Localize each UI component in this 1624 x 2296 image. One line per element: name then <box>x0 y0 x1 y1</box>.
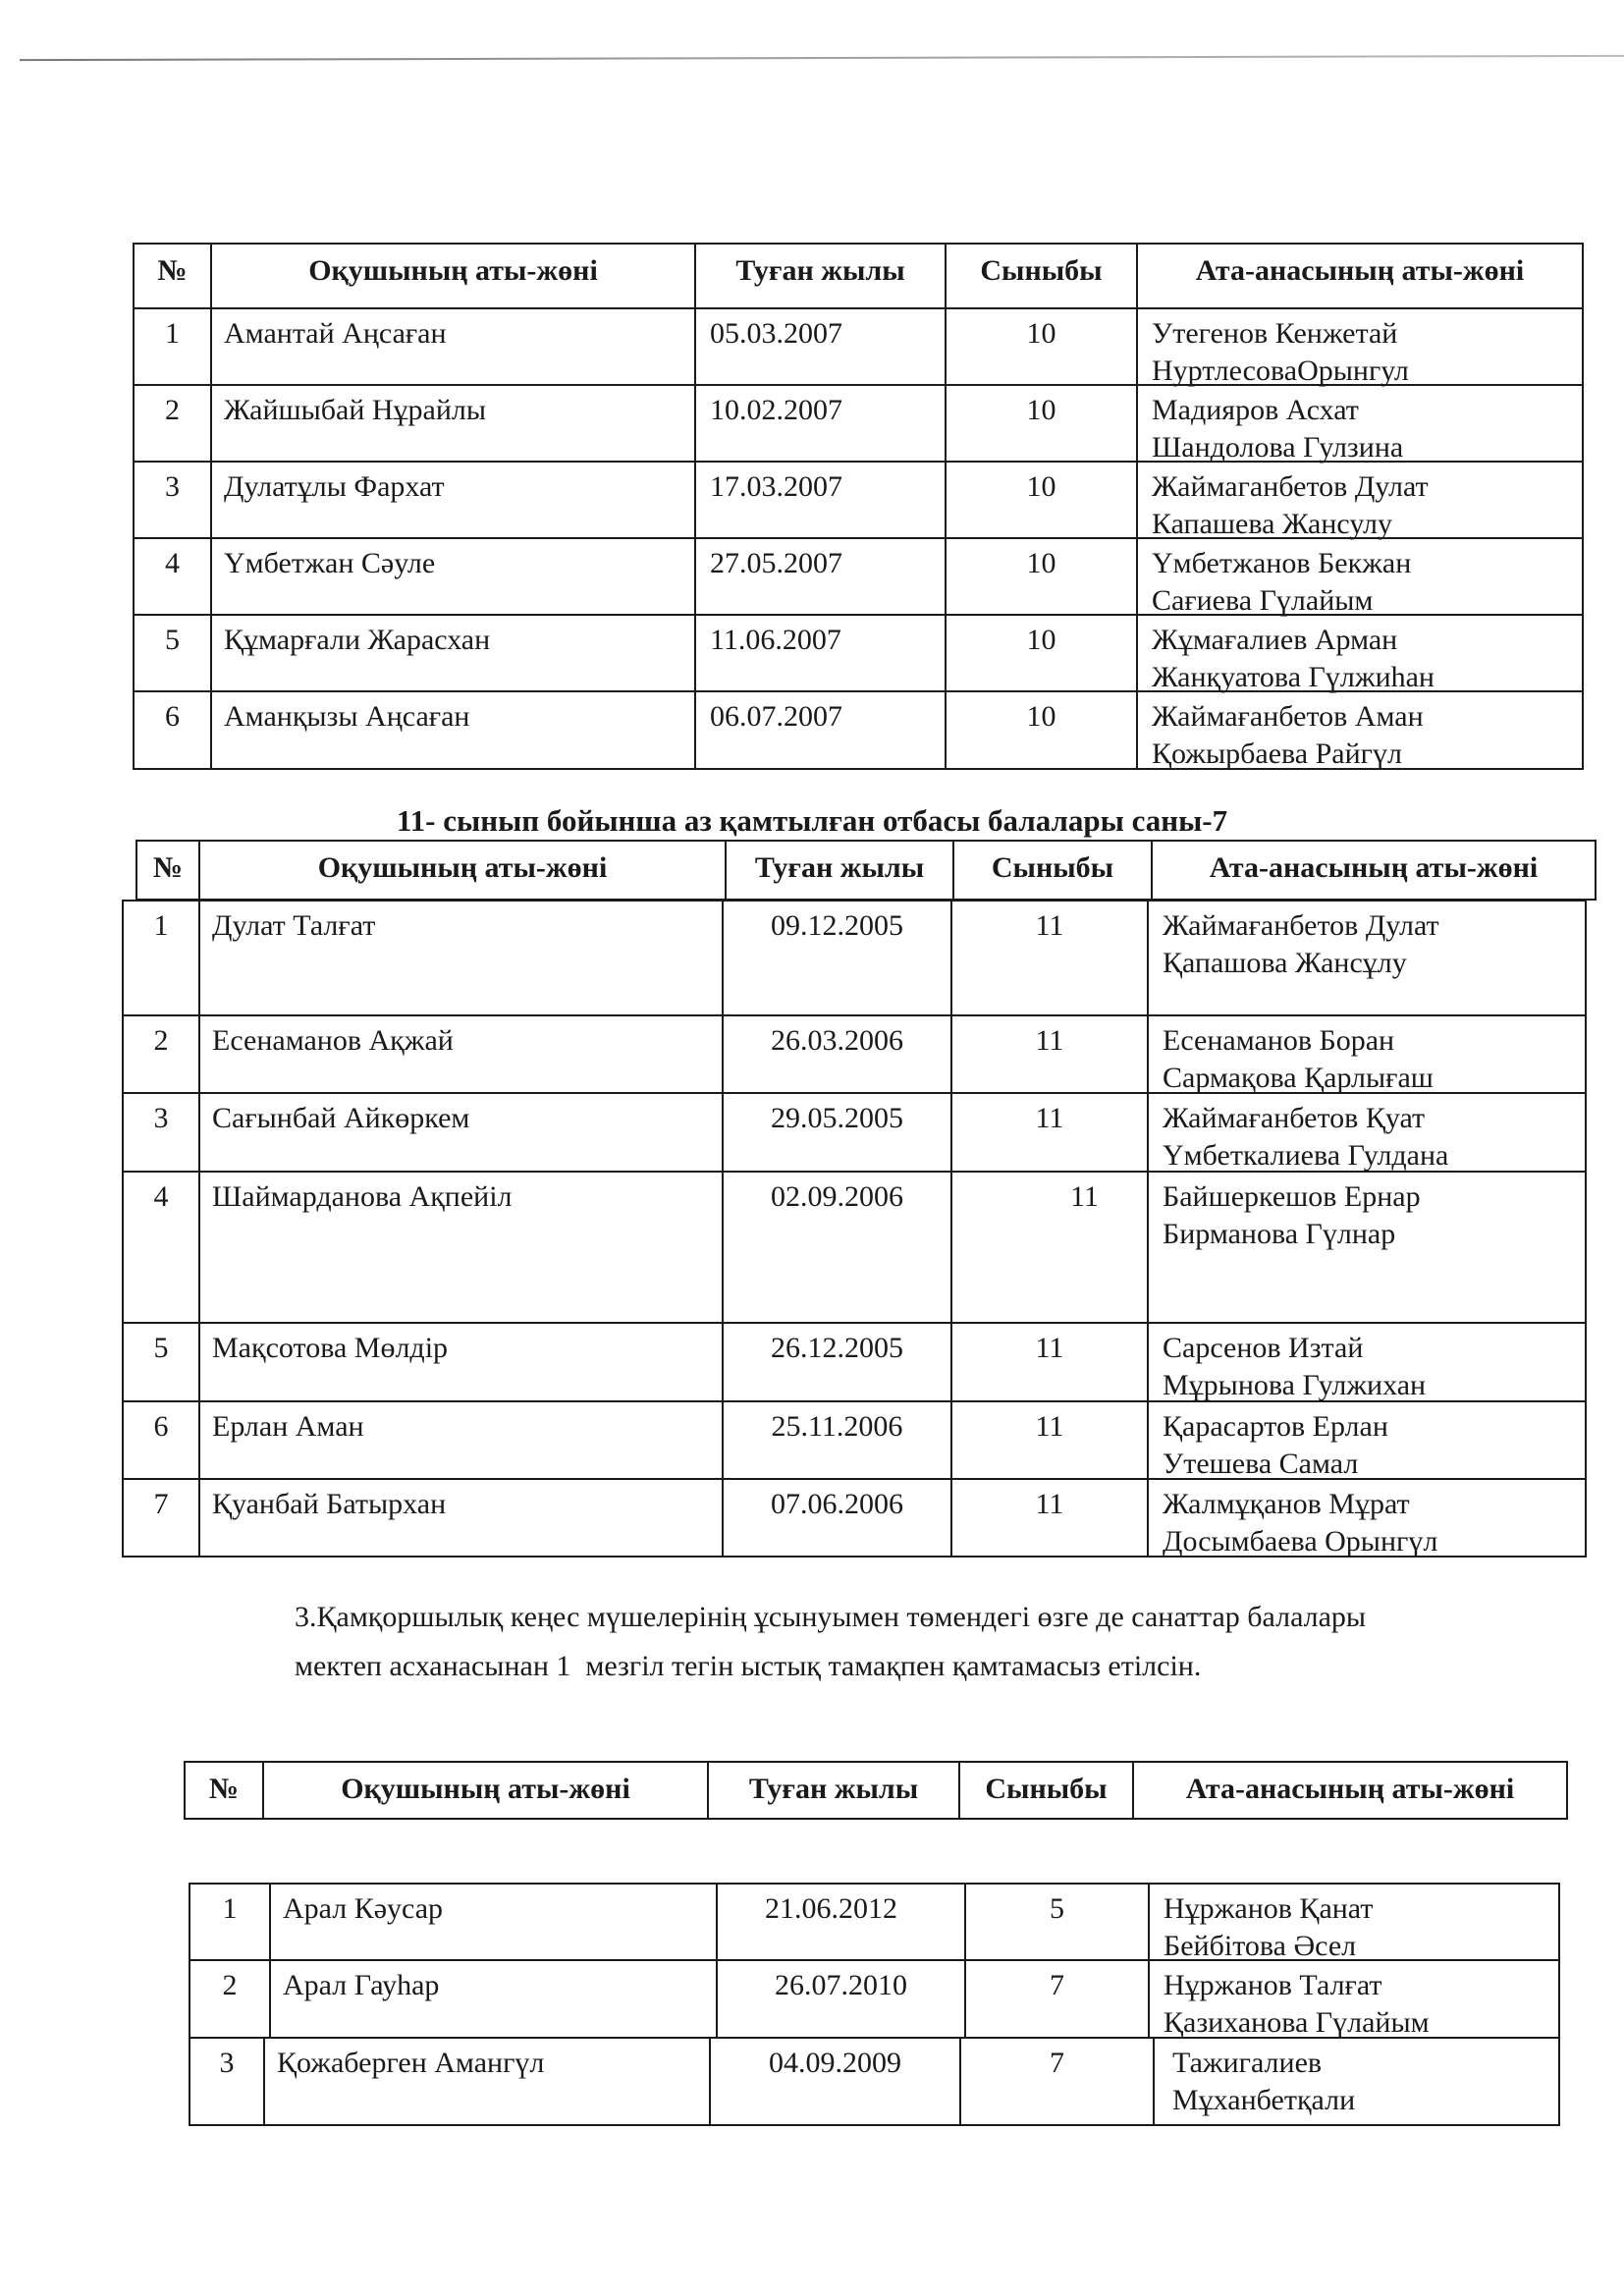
parent-mother: Қожырбаева Райгүл <box>1152 738 1402 770</box>
header-class: Сыныбы <box>947 245 1138 307</box>
parent-father: Қарасартов Ерлан <box>1163 1410 1388 1443</box>
scan-artifact-line <box>20 55 1624 61</box>
resolution-paragraph-3 <box>295 1593 1366 1691</box>
table-other-categories-header <box>184 1761 1568 1820</box>
parent-mother: Бирманова Гүлнар <box>1163 1218 1396 1250</box>
student-name: Дулат Талғат <box>200 902 724 1014</box>
parent-mother: Қапашова Жансұлу <box>1163 947 1407 979</box>
parent-father: Жаймағанбетов Қуат <box>1163 1102 1426 1134</box>
parent-father: Нұржанов Талғат <box>1164 1969 1382 2001</box>
parent-mother: Утешева Самал <box>1163 1448 1359 1480</box>
parents <box>1149 1324 1585 1400</box>
class-number: 10 <box>947 539 1138 614</box>
parent-mother: Сағиева Гүлайым <box>1152 584 1374 617</box>
parent-mother: Жанқуатова Гүлжиһан <box>1152 661 1435 693</box>
row-num: 3 <box>135 463 212 537</box>
row-num: 6 <box>124 1402 200 1478</box>
table-grade-10 <box>133 243 1584 770</box>
parents <box>1138 616 1582 693</box>
parent-father: Утегенов Кенжетай <box>1152 317 1398 350</box>
parent-mother: НуртлесоваОрынгул <box>1152 355 1409 387</box>
parent-father: Есенаманов Боран <box>1163 1024 1395 1057</box>
class-number: 11 <box>952 1480 1149 1556</box>
table-row <box>124 1324 1585 1402</box>
class-number: 11 <box>952 1402 1149 1478</box>
table-row <box>124 1173 1585 1324</box>
header-num: № <box>137 842 200 899</box>
parents <box>1149 1094 1585 1171</box>
table-row <box>124 1402 1585 1480</box>
table-row <box>135 616 1582 692</box>
class-number: 7 <box>966 1961 1150 2037</box>
table-grade-11 <box>122 900 1587 1558</box>
parents <box>1138 463 1582 540</box>
birth-date: 27.05.2007 <box>696 539 947 614</box>
class-number: 11 <box>952 1173 1149 1322</box>
header-class: Сыныбы <box>960 1763 1134 1818</box>
row-num: 2 <box>190 1961 271 2037</box>
parent-mother: Үмбеткалиева Гулдана <box>1163 1139 1449 1172</box>
header-student: Оқушының аты-жөні <box>264 1763 709 1818</box>
parent-mother: Бейбітова Әсел <box>1164 1930 1357 1962</box>
student-name: Сағынбай Айкөркем <box>200 1094 724 1171</box>
header-birth: Туған жылы <box>696 245 947 307</box>
student-name: Шаймарданова Ақпейіл <box>200 1173 724 1322</box>
table-row <box>124 902 1585 1016</box>
birth-date: 09.12.2005 <box>724 902 952 1014</box>
table-row <box>190 1885 1558 1961</box>
birth-date: 02.09.2006 <box>724 1173 952 1322</box>
parent-father: Үмбетжанов Бекжан <box>1152 547 1412 579</box>
parent-father: Сарсенов Изтай <box>1163 1332 1364 1364</box>
student-name: Есенаманов Ақжай <box>200 1016 724 1092</box>
parent-mother: Сармақова Қарлығаш <box>1163 1062 1434 1094</box>
class-number: 10 <box>947 386 1138 461</box>
parent-father: Тажигалиев <box>1172 2047 1323 2079</box>
header-num: № <box>135 245 212 307</box>
class-number: 10 <box>947 692 1138 768</box>
row-num: 3 <box>190 2039 265 2124</box>
table-header-row <box>135 245 1582 309</box>
birth-date: 04.09.2009 <box>711 2039 961 2124</box>
student-name: Жайшыбай Нұрайлы <box>212 386 696 461</box>
paragraph-line-1: 3.Қамқоршылық кеңес мүшелерінің ұсынуымен төмендегі өзге де санаттар балалары <box>295 1601 1367 1633</box>
row-num: 4 <box>135 539 212 614</box>
birth-date: 26.12.2005 <box>724 1324 952 1400</box>
header-student: Оқушының аты-жөні <box>212 245 696 307</box>
birth-date: 29.05.2005 <box>724 1094 952 1171</box>
paragraph-line-2: мектеп асханасынан 1 мезгіл тегін ыстық тамақпен қамтамасыз етілсін. <box>295 1650 1202 1682</box>
table-row <box>124 1016 1585 1094</box>
header-class: Сыныбы <box>954 842 1153 899</box>
class-number: 10 <box>947 616 1138 690</box>
parents <box>1138 539 1582 617</box>
row-num: 4 <box>124 1173 200 1322</box>
parent-father: Байшеркешов Ернар <box>1163 1180 1421 1213</box>
header-parents: Ата-анасының аты-жөні <box>1185 1773 1515 1805</box>
student-name: Арал Гауһар <box>271 1961 718 2037</box>
table-other-categories <box>189 1883 1560 2126</box>
student-name: Аманқызы Аңсаған <box>212 692 696 768</box>
parent-mother: Шандолова Гулзина <box>1152 431 1404 464</box>
parent-father: Жаймағанбетов Аман <box>1152 700 1424 733</box>
parents <box>1149 1173 1585 1322</box>
table-row <box>190 1961 1558 2039</box>
birth-date: 21.06.2012 <box>718 1885 966 1959</box>
parents <box>1149 902 1585 1014</box>
parents <box>1138 692 1582 768</box>
table-row <box>135 692 1582 768</box>
parent-mother: Досымбаева Орынгүл <box>1163 1525 1438 1558</box>
table-grade-11-header <box>135 840 1597 901</box>
birth-date: 17.03.2007 <box>696 463 947 537</box>
parents <box>1150 1885 1558 1962</box>
parents <box>1138 386 1582 464</box>
row-num: 7 <box>124 1480 200 1556</box>
table-row <box>135 539 1582 616</box>
parent-father: Нұржанов Қанат <box>1164 1892 1374 1925</box>
birth-date: 26.03.2006 <box>724 1016 952 1092</box>
header-parents: Ата-анасының аты-жөні <box>1195 254 1525 287</box>
class-number: 10 <box>947 463 1138 537</box>
table-row <box>135 463 1582 539</box>
parent-mother: Капашева Жансулу <box>1152 508 1392 540</box>
student-name: Қуанбай Батырхан <box>200 1480 724 1556</box>
row-num: 1 <box>135 309 212 384</box>
student-name: Мақсотова Мөлдір <box>200 1324 724 1400</box>
parent-father: Жаймағанбетов Дулат <box>1163 909 1439 942</box>
row-num: 1 <box>124 902 200 1014</box>
student-name: Амантай Аңсаған <box>212 309 696 384</box>
student-name: Құмарғали Жарасхан <box>212 616 696 690</box>
row-num: 2 <box>135 386 212 461</box>
row-num: 2 <box>124 1016 200 1092</box>
birth-date: 10.02.2007 <box>696 386 947 461</box>
parent-father: Жұмағалиев Арман <box>1152 624 1398 656</box>
parent-mother: Мұханбетқали <box>1172 2084 1356 2116</box>
parents <box>1150 1961 1558 2037</box>
birth-date: 26.07.2010 <box>718 1961 966 2037</box>
birth-date: 07.06.2006 <box>724 1480 952 1556</box>
parent-mother: Қазиханова Гүлайым <box>1164 2006 1430 2039</box>
class-number: 11 <box>952 1324 1149 1400</box>
student-name: Қожаберген Амангүл <box>265 2039 711 2124</box>
class-number: 11 <box>952 1094 1149 1171</box>
class-number: 10 <box>947 309 1138 384</box>
birth-date: 05.03.2007 <box>696 309 947 384</box>
class-number: 7 <box>961 2039 1155 2124</box>
header-birth: Туған жылы <box>727 842 954 899</box>
section-heading-grade-11: 11- сынып бойынша аз қамтылған отбасы балалары саны-7 <box>396 803 1228 838</box>
row-num: 5 <box>124 1324 200 1400</box>
class-number: 5 <box>966 1885 1150 1959</box>
class-number: 11 <box>952 1016 1149 1092</box>
table-row <box>190 2039 1558 2124</box>
parent-father: Мадияров Асхат <box>1152 394 1359 426</box>
student-name: Арал Кәусар <box>271 1885 718 1959</box>
table-row <box>135 386 1582 463</box>
header-birth: Туған жылы <box>709 1763 960 1818</box>
parent-mother: Мұрынова Гулжихан <box>1163 1369 1427 1401</box>
parents <box>1149 1480 1585 1556</box>
parent-father: Жалмұқанов Мұрат <box>1163 1488 1410 1520</box>
parents <box>1155 2039 1558 2124</box>
student-name: Үмбетжан Сәуле <box>212 539 696 614</box>
row-num: 1 <box>190 1885 271 1959</box>
parents <box>1138 309 1582 387</box>
class-number: 11 <box>952 902 1149 1014</box>
row-num: 6 <box>135 692 212 768</box>
parents <box>1149 1402 1585 1478</box>
parents <box>1149 1016 1585 1092</box>
birth-date: 06.07.2007 <box>696 692 947 768</box>
row-num: 3 <box>124 1094 200 1171</box>
student-name: Ерлан Аман <box>200 1402 724 1478</box>
student-name: Дулатұлы Фархат <box>212 463 696 537</box>
birth-date: 25.11.2006 <box>724 1402 952 1478</box>
row-num: 5 <box>135 616 212 690</box>
parent-father: Жаймаганбетов Дулат <box>1152 470 1429 503</box>
table-row <box>124 1480 1585 1556</box>
header-num: № <box>186 1763 264 1818</box>
birth-date: 11.06.2007 <box>696 616 947 690</box>
table-row <box>124 1094 1585 1173</box>
header-parents: Ата-анасының аты-жөні <box>1209 851 1539 884</box>
table-row <box>135 309 1582 386</box>
header-student: Оқушының аты-жөні <box>200 842 727 899</box>
